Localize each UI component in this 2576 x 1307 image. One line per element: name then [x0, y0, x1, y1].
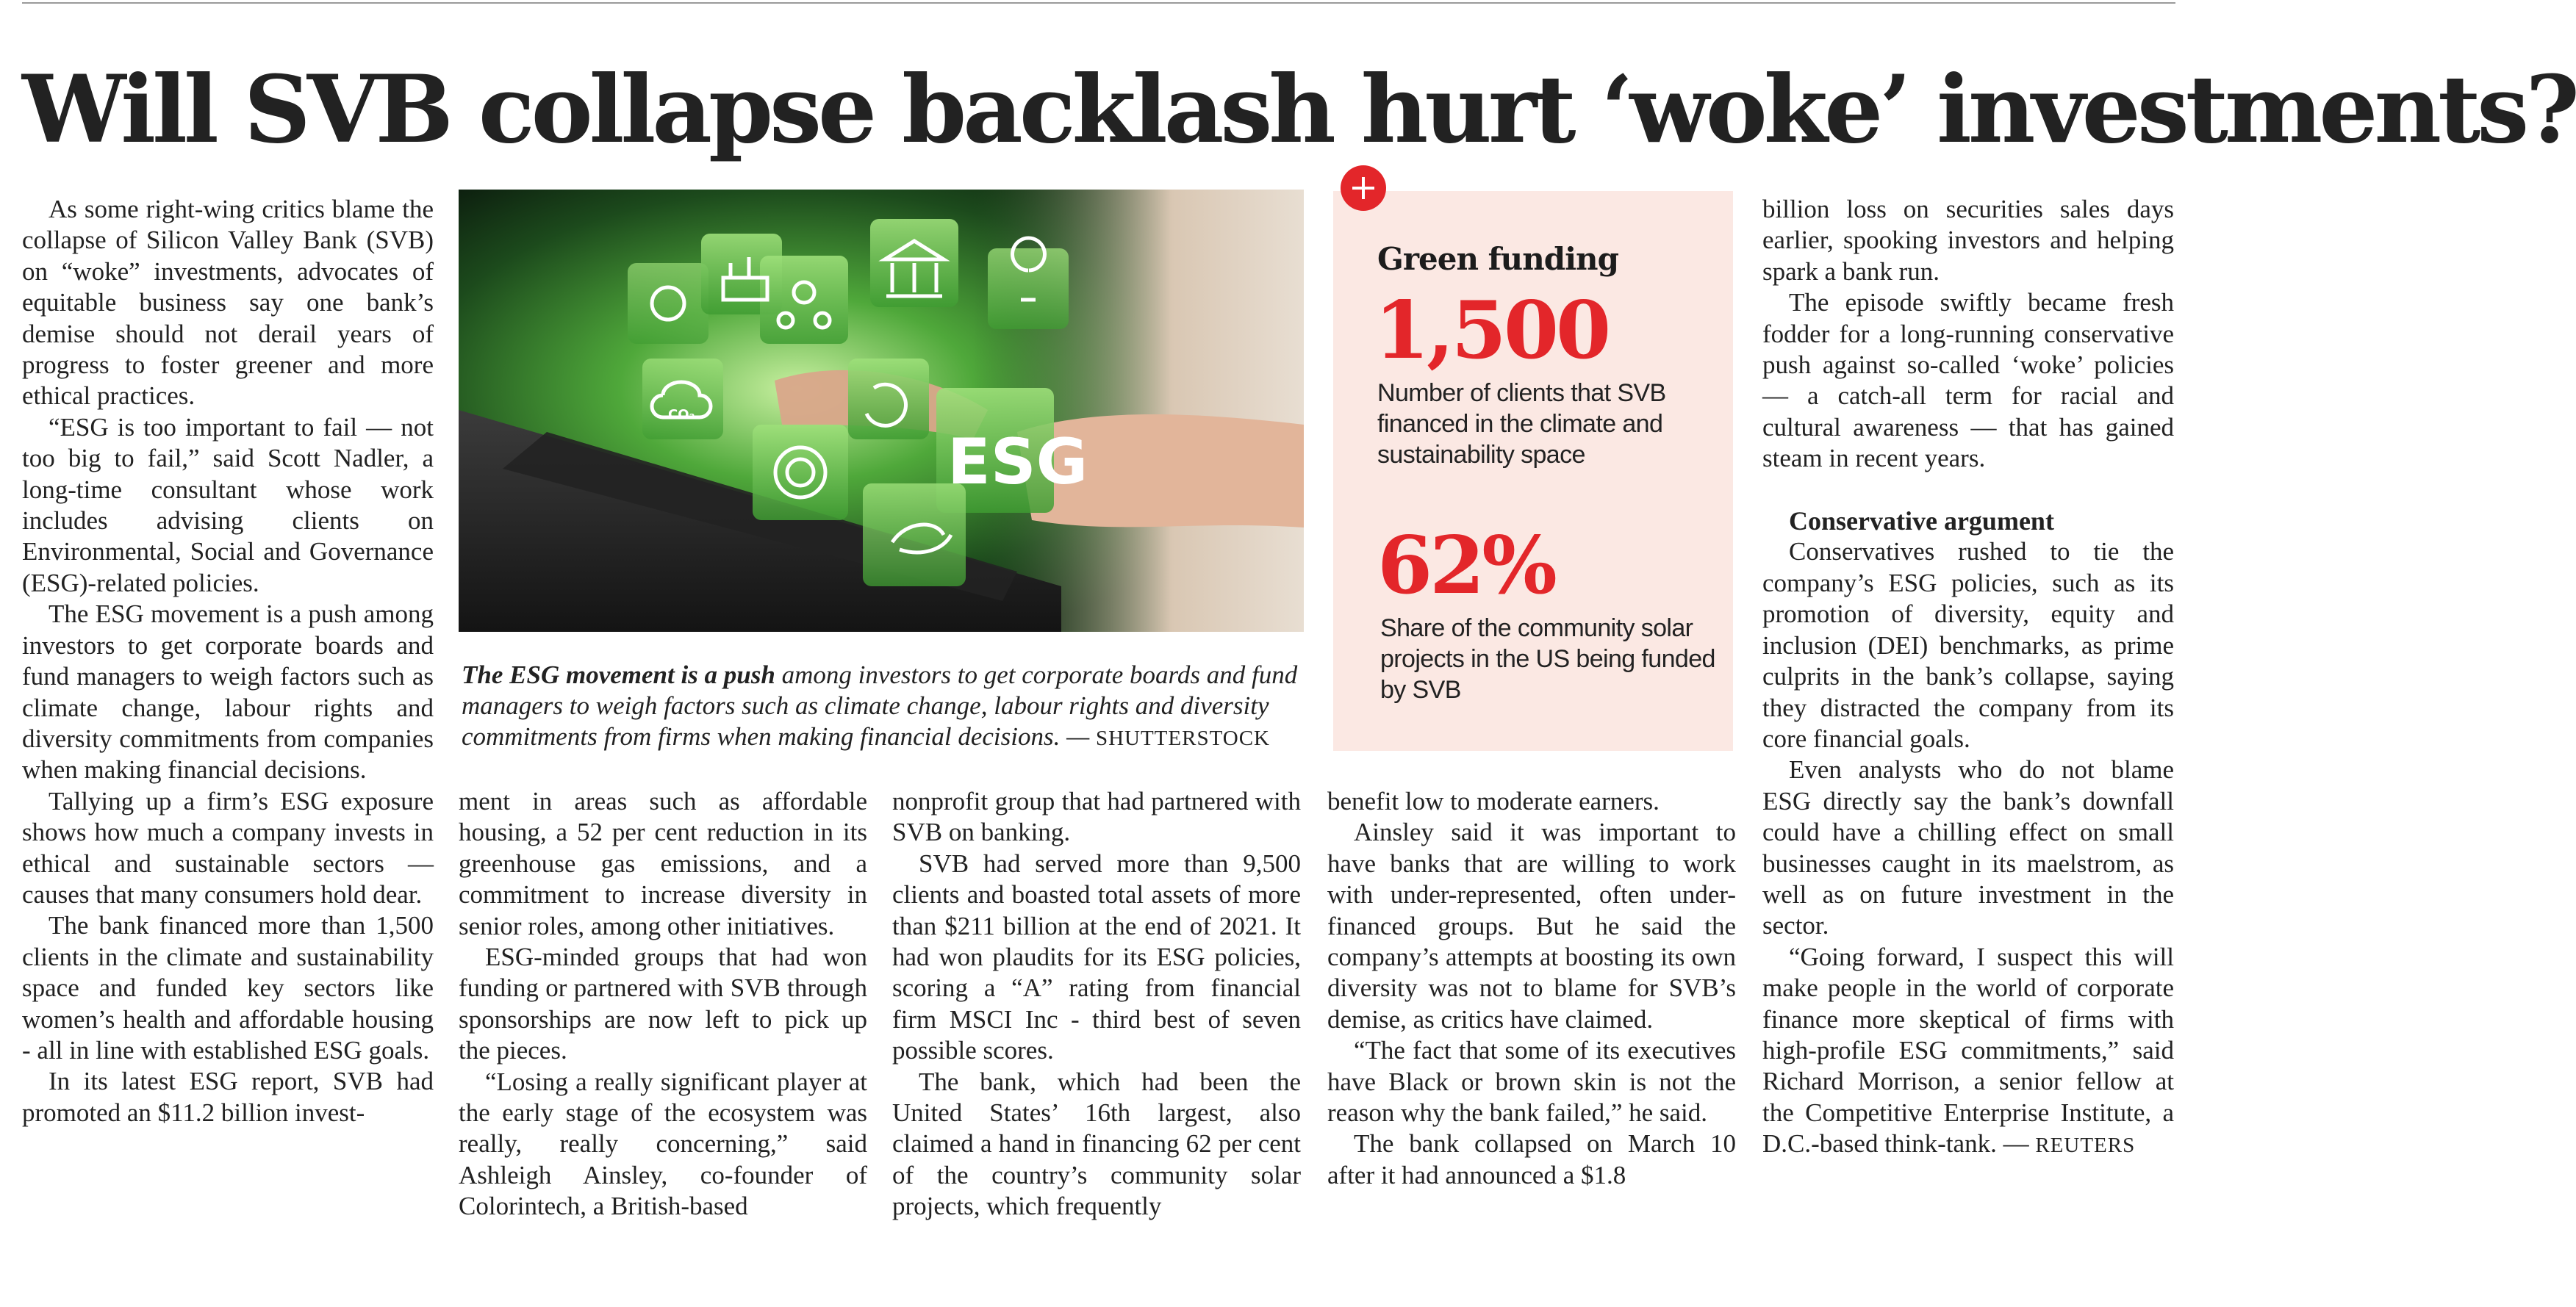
- article-paragraph: “ESG is too important to fail — not too big to fail,” said Scott Nadler, a long-time consultant whose work includes advising clients on Environmental, Social and Governance (ESG)-related policies.: [22, 412, 434, 597]
- article-paragraph: SVB had served more than 9,500 clients and boasted total assets of more than $211 billion at the end of 2021. It had won plaudits for its ESG policies, scoring a “A” rating from financial firm MSCI Inc - third best of seven possible scores.: [892, 849, 1301, 1065]
- article-paragraph: The bank financed more than 1,500 clients in the climate and sustainability space and funded key sectors like women’s health and affordable housing - all in line with established ESG goals.: [22, 911, 434, 1065]
- article-column-4: [1327, 786, 1736, 1191]
- article-paragraph: In its latest ESG report, SVB had promoted an $11.2 billion invest-: [22, 1067, 434, 1127]
- stat-solar-value: 62%: [1377, 519, 1554, 612]
- stat-clients-value: 1,500: [1374, 284, 1609, 377]
- article-column-1: [22, 194, 434, 1128]
- article-paragraph: benefit low to moderate earners.: [1327, 787, 1660, 815]
- article-paragraph: The ESG movement is a push among investors to get corporate boards and fund managers to weigh factors such as climate change, labour rights and diversity commitments from companies when making financial decisions.: [22, 600, 434, 785]
- top-rule: [22, 2, 2175, 4]
- caption-credit: SHUTTERSTOCK: [1095, 727, 1271, 750]
- article-paragraph: The bank collapsed on March 10 after it had announced a $1.8: [1327, 1129, 1736, 1189]
- article-paragraph: The bank, which had been the United States’ 16th largest, also claimed a hand in financing 62 per cent of the country’s community solar projects, which frequently: [892, 1067, 1301, 1221]
- article-paragraph: [1762, 942, 2174, 1162]
- article-column-3: [892, 786, 1301, 1223]
- stat-clients-description: Number of clients that SVB financed in the climate and sustainability space: [1377, 379, 1666, 469]
- article-paragraph: ment in areas such as affordable housing, a 52 per cent reduction in its greenhouse gas emissions, and a commitment to increase diversity in senior roles, among other initiatives.: [459, 787, 867, 940]
- article-final-text: “Going forward, I suspect this will make people in the world of corporate finance more skeptical of firms with high-profile ESG commitments,” said Richard Morrison, a senior fellow at the Competitive Enterprise Institute, a D.C.-based think-tank. —: [1762, 942, 2174, 1159]
- caption-lead: The ESG movement is a push: [462, 660, 775, 689]
- article-paragraph: The episode swiftly became fresh fodder for a long-running conservative push against so-called ‘woke’ policies — a catch-all term for racial and cultural awareness — that has gained steam in recent years.: [1762, 288, 2174, 473]
- article-paragraph: As some right-wing critics blame the collapse of Silicon Valley Bank (SVB) on “woke” investments, advocates of equitable business say one bank’s demise should not derail years of progress to foster greener and more ethical practices.: [22, 195, 434, 411]
- article-paragraph: ESG-minded groups that had won funding or partnered with SVB through sponsorships are now left to pick up the pieces.: [459, 943, 867, 1065]
- article-paragraph: nonprofit group that had partnered with SVB on banking.: [892, 787, 1301, 847]
- article-paragraph: “The fact that some of its executives have Black or brown skin is not the reason why the bank failed,” he said.: [1327, 1036, 1736, 1128]
- article-paragraph: Even analysts who do not blame ESG directly say the bank’s downfall could have a chilling effect on small businesses caught in its maelstrom, as well as on future investment in the sector.: [1762, 755, 2174, 940]
- article-paragraph: “Losing a really significant player at the early stage of the ecosystem was really, really concerning,” said Ashleigh Ainsley, co-founder of Colorintech, a British-based: [459, 1067, 867, 1221]
- co2-label: CO₂: [668, 407, 695, 422]
- headline: Will SVB collapse backlash hurt ‘woke’ investments?: [22, 55, 2576, 164]
- article-column-2: [459, 786, 867, 1223]
- section-subhead: Conservative argument: [1789, 506, 2054, 536]
- article-credit: REUTERS: [2035, 1134, 2136, 1158]
- article-paragraph: Conservatives rushed to tie the company’s ESG policies, such as its promotion of diversity, equity and inclusion (DEI) benchmarks, as prime culprits in the bank’s collapse, saying they distracted the company from its core financial goals.: [1762, 537, 2174, 753]
- esg-label: ESG: [947, 425, 1088, 499]
- stat-solar-description: Share of the community solar projects in the US being funded by SVB: [1380, 614, 1715, 704]
- plus-icon: [1341, 165, 1386, 211]
- article-paragraph: billion loss on securities sales days earlier, spooking investors and helping spark a bank run.: [1762, 195, 2174, 286]
- esg-photo-illustration: [459, 190, 1304, 632]
- article-paragraph: Ainsley said it was important to have banks that are willing to work with under-represented, often under-financed groups. But he said the company’s attempts at boosting its own diversity was not to blame for SVB’s demise, as critics have claimed.: [1327, 818, 1736, 1034]
- caption-text: among investors to get corporate boards and fund managers to weigh factors such as climate change, labour rights and diversity commitments from firms when making financial decisions. —: [462, 660, 1298, 751]
- article-column-5: [1762, 194, 2174, 1162]
- photo-caption: [462, 660, 1304, 754]
- article-paragraph: Tallying up a firm’s ESG exposure shows how much a company invests in ethical and sustainable sectors — causes that many consumers hold dear.: [22, 786, 434, 909]
- esg-photo: [459, 190, 1304, 632]
- box-title: Green funding: [1377, 241, 1618, 277]
